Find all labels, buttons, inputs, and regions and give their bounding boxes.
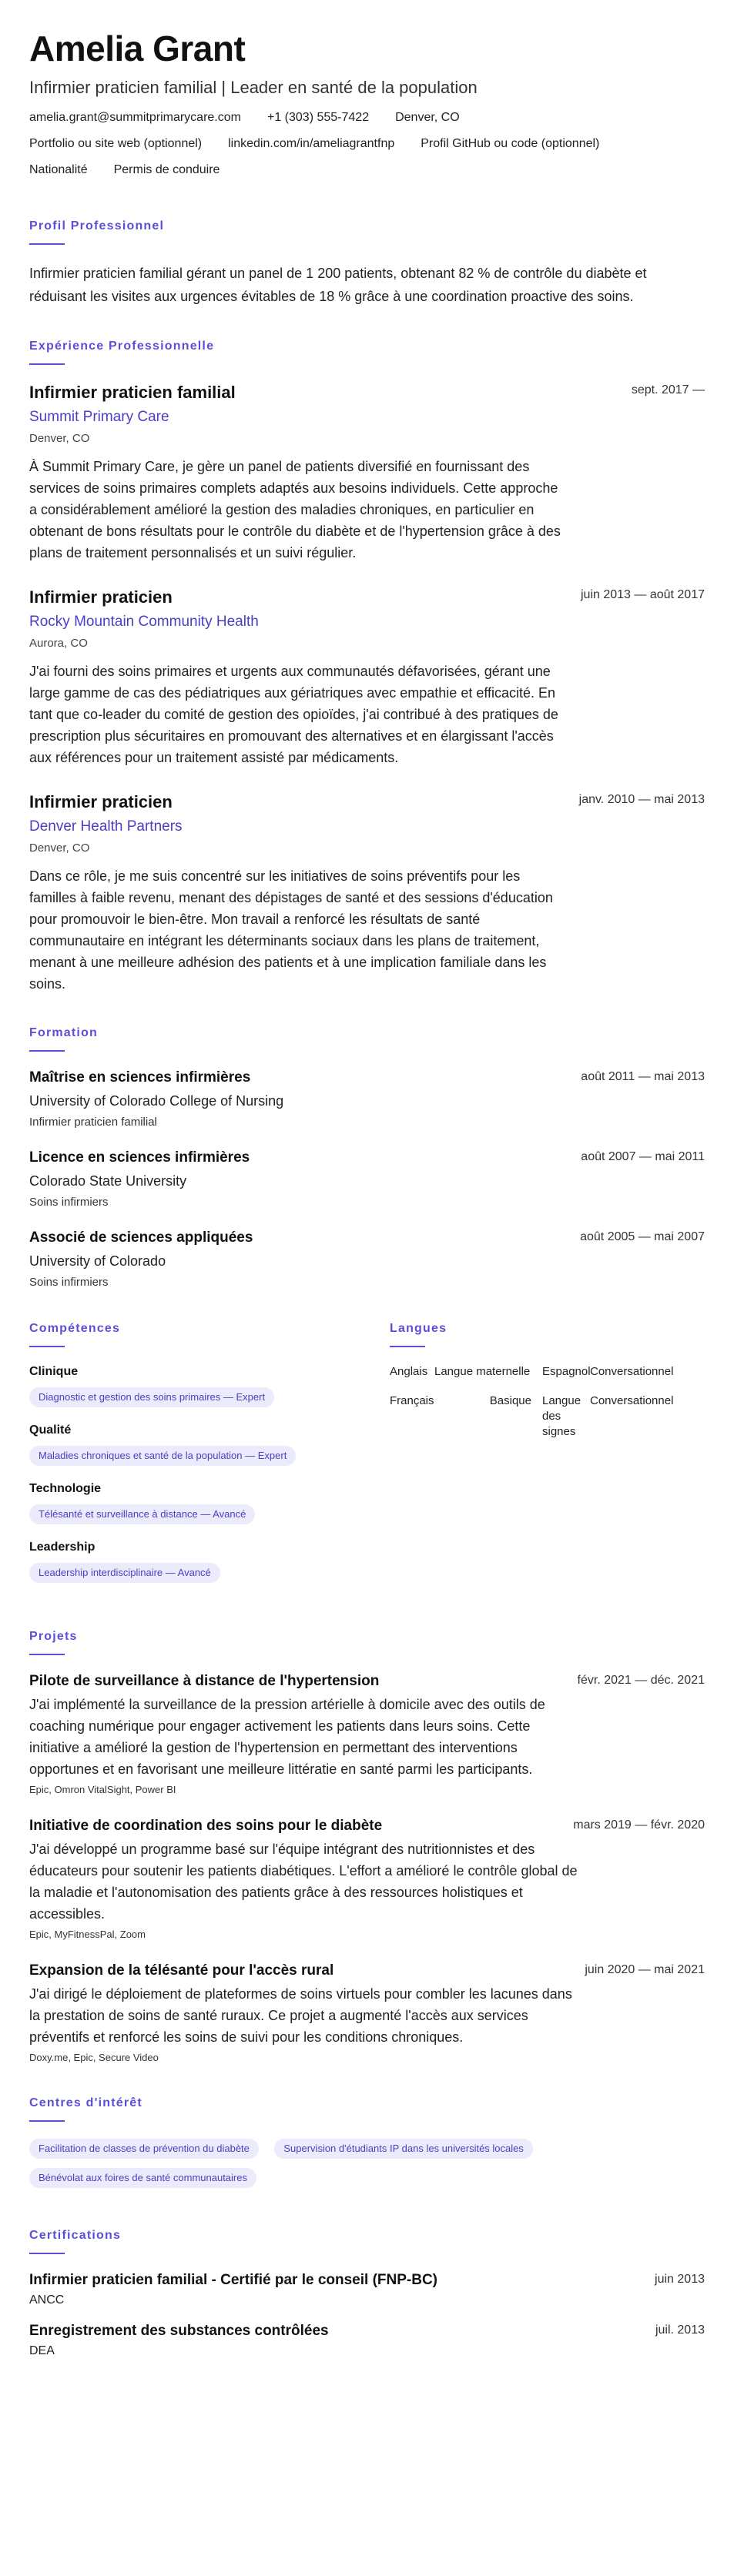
section-title: Formation — [29, 1026, 99, 1039]
experience-item — [29, 791, 705, 995]
certification-date: juin 2013 — [655, 2273, 705, 2286]
education-date: août 2007 — mai 2011 — [581, 1150, 705, 1163]
language-fluency: Conversationnel — [590, 1365, 674, 1378]
project-date: juin 2020 — mai 2021 — [585, 1963, 705, 1976]
school: Colorado State University — [29, 1173, 187, 1189]
language-row — [390, 1364, 705, 1380]
section-divider — [29, 2120, 65, 2122]
phone[interactable]: +1 (303) 555-7422 — [266, 111, 370, 124]
section-title: Projets — [29, 1630, 78, 1643]
interest-chip: Facilitation de classes de prévention du diabète — [29, 2139, 259, 2159]
certification-date: juil. 2013 — [655, 2323, 705, 2337]
certification-item — [29, 2271, 705, 2308]
interest-chip: Bénévolat aux foires de santé communautaires — [29, 2168, 256, 2188]
degree: Maîtrise en sciences infirmières — [29, 1069, 251, 1086]
skill-chip: Maladies chroniques et santé de la population — Expert — [29, 1446, 296, 1466]
interest-chip: Supervision d'étudiants IP dans les universités locales — [274, 2139, 533, 2159]
school: University of Colorado — [29, 1253, 166, 1269]
projects-section — [29, 1629, 705, 2065]
job-description: À Summit Primary Care, je gère un panel de patients diversifié en fournissant des services de soins primaires complets adaptés aux besoins individuels. Cette approche a considérablement amélioré la gestion des maladies chroniques, en particulier en obtenant de bons résultats pour le contrôle du diabète et de l'hypertension grâce à des plans de traitement personnalisés et un suivi régulier. — [29, 459, 561, 560]
email-link[interactable]: amelia.grant@summitprimarycare.com — [29, 111, 241, 124]
project-name: Expansion de la télésanté pour l'accès rural — [29, 1962, 334, 1979]
education-item — [29, 1149, 705, 1210]
skills-languages-row — [29, 1321, 705, 1598]
project-item — [29, 1962, 705, 2065]
project-item — [29, 1817, 705, 1942]
education-item — [29, 1229, 705, 1290]
project-name: Pilote de surveillance à distance de l'hypertension — [29, 1673, 380, 1689]
job-location: Denver, CO — [29, 841, 90, 855]
job-title: Infirmier praticien familial — [29, 383, 236, 402]
skill-chip: Télésanté et surveillance à distance — Avancé — [29, 1504, 255, 1524]
company-name: Rocky Mountain Community Health — [29, 614, 259, 630]
job-location: Aurora, CO — [29, 637, 88, 650]
section-divider — [29, 1050, 65, 1052]
skill-chip: Leadership interdisciplinaire — Avancé — [29, 1563, 220, 1583]
section-title: Compétences — [29, 1322, 121, 1335]
degree: Associé de sciences appliquées — [29, 1229, 253, 1246]
links-row — [29, 135, 705, 162]
section-title: Certifications — [29, 2229, 122, 2242]
github-link[interactable]: Profil GitHub ou code (optionnel) — [421, 137, 600, 150]
section-title: Langues — [390, 1322, 447, 1335]
skill-group — [29, 1481, 390, 1524]
study-area: Soins infirmiers — [29, 1276, 109, 1289]
linkedin-link[interactable]: linkedin.com/in/ameliagrantfnp — [228, 137, 395, 150]
education-date: août 2011 — mai 2013 — [581, 1070, 705, 1083]
section-divider — [29, 2253, 65, 2254]
skill-category: Clinique — [29, 1365, 79, 1378]
skills-section — [29, 1321, 390, 1598]
section-divider — [29, 363, 65, 365]
skill-group — [29, 1423, 390, 1466]
study-area: Soins infirmiers — [29, 1196, 109, 1209]
website-link[interactable]: Portfolio ou site web (optionnel) — [29, 137, 203, 150]
skill-category: Technologie — [29, 1482, 102, 1495]
study-area: Infirmier praticien familial — [29, 1116, 157, 1129]
nationality: Nationalité — [29, 163, 88, 176]
section-title: Expérience Professionnelle — [29, 340, 215, 353]
experience-item — [29, 382, 705, 564]
language-row — [390, 1393, 705, 1440]
project-description: J'ai implémenté la surveillance de la pression artérielle à domicile avec des outils de coaching numérique pour engager activement les patients dans leurs soins. Cette initiative a amélioré la gestion de l'hypertension en permettant des interventions opportunes et en favorisant une meilleure littératie en santé parmi les participants. — [29, 1697, 545, 1777]
certification-item — [29, 2322, 705, 2359]
project-keywords: Epic, MyFitnessPal, Zoom — [29, 1929, 146, 1940]
project-item — [29, 1672, 705, 1797]
job-date: janv. 2010 — mai 2013 — [578, 793, 705, 806]
interest-list — [29, 2139, 705, 2197]
project-keywords: Epic, Omron VitalSight, Power BI — [29, 1784, 176, 1795]
job-description: Dans ce rôle, je me suis concentré sur les initiatives de soins préventifs pour les familles à faible revenu, menant des dépistages de santé et des sessions d'éducation pour promouvoir le bien-être. Mon travail a renforcé les résultats de santé communautaire en intégrant les déterminants sociaux dans les plans de traitement, menant à une meilleure adhésion des patients et à une implication familiale dans les soins. — [29, 868, 553, 992]
resume-header — [29, 28, 705, 188]
education-section — [29, 1025, 705, 1290]
experience-item — [29, 587, 705, 768]
project-description: J'ai développé un programme basé sur l'équipe intégrant des nutritionnistes et des éducateurs pour soutenir les patients diabétiques. L'effort a amélioré le contrôle global de la maladie et l'autonomisation des patients grâce à des ressources holistiques et accessibles. — [29, 1842, 578, 1922]
experience-section — [29, 339, 705, 995]
job-title: Infirmier praticien — [29, 792, 173, 811]
profile-section — [29, 219, 705, 308]
skill-group — [29, 1364, 390, 1407]
languages-section — [390, 1321, 705, 1598]
job-location: Denver, CO — [29, 432, 90, 445]
skill-category: Leadership — [29, 1541, 96, 1554]
job-date: sept. 2017 — — [631, 383, 705, 396]
language-name: Espagnol — [542, 1365, 591, 1378]
skill-category: Qualité — [29, 1423, 72, 1437]
interests-section — [29, 2096, 705, 2197]
language-fluency: Langue maternelle — [434, 1365, 531, 1378]
section-divider — [390, 1346, 425, 1347]
job-title: Infirmier praticien — [29, 587, 173, 607]
language-name: Anglais — [390, 1365, 428, 1378]
driving-license: Permis de conduire — [113, 163, 220, 176]
certification-issuer: ANCC — [29, 2293, 65, 2307]
language-name: Langue des signes — [542, 1394, 582, 1438]
personal-row — [29, 162, 705, 188]
job-description: J'ai fourni des soins primaires et urgents aux communautés défavorisées, gérant une large gamme de cas des pédiatriques aux gériatriques avec empathie et efficacité. En tant que co-leader du comité de gestion des opioïdes, j'ai contribué à des pratiques de prescription plus sécuritaires en promouvant des alternatives et en élargissant l'accès aux références pour un traitement assisté par médicaments. — [29, 664, 558, 765]
skill-group — [29, 1540, 390, 1583]
skill-chip: Diagnostic et gestion des soins primaires — Expert — [29, 1387, 274, 1407]
section-divider — [29, 1346, 65, 1347]
project-description: J'ai dirigé le déploiement de plateformes de soins virtuels pour combler les lacunes dans la prestation de soins de santé ruraux. Ce projet a augmenté l'accès aux services préventifs et renforcé les soins de suivi pour les conditions chroniques. — [29, 1986, 572, 2045]
certification-name: Infirmier praticien familial - Certifié par le conseil (FNP-BC) — [29, 2272, 438, 2288]
education-item — [29, 1069, 705, 1130]
project-name: Initiative de coordination des soins pour le diabète — [29, 1818, 383, 1834]
profile-summary: Infirmier praticien familial gérant un panel de 1 200 patients, obtenant 82 % de contrôle du diabète et réduisant les visites aux urgences évitables de 18 % grâce à une coordination proactive des soins. — [29, 266, 647, 304]
project-date: févr. 2021 — déc. 2021 — [577, 1674, 705, 1687]
language-fluency: Basique — [489, 1394, 531, 1407]
section-divider — [29, 243, 65, 245]
section-title: Centres d'intérêt — [29, 2096, 142, 2109]
degree: Licence en sciences infirmières — [29, 1149, 250, 1166]
project-date: mars 2019 — févr. 2020 — [573, 1818, 705, 1832]
education-date: août 2005 — mai 2007 — [580, 1230, 705, 1243]
certification-name: Enregistrement des substances contrôlées — [29, 2323, 329, 2339]
company-name: Denver Health Partners — [29, 818, 183, 835]
candidate-name: Amelia Grant — [29, 28, 246, 69]
job-date: juin 2013 — août 2017 — [580, 588, 705, 601]
location: Denver, CO — [395, 111, 460, 124]
language-name: Français — [390, 1394, 434, 1407]
company-name: Summit Primary Care — [29, 409, 169, 425]
headline: Infirmier praticien familial | Leader en santé de la population — [29, 78, 478, 97]
section-divider — [29, 1654, 65, 1655]
language-fluency: Conversationnel — [590, 1394, 674, 1407]
certifications-section — [29, 2228, 705, 2359]
section-title: Profil Professionnel — [29, 219, 165, 233]
contact-row — [29, 109, 705, 135]
school: University of Colorado College of Nursing — [29, 1093, 284, 1109]
certification-issuer: DEA — [29, 2344, 55, 2357]
project-keywords: Doxy.me, Epic, Secure Video — [29, 2052, 159, 2063]
